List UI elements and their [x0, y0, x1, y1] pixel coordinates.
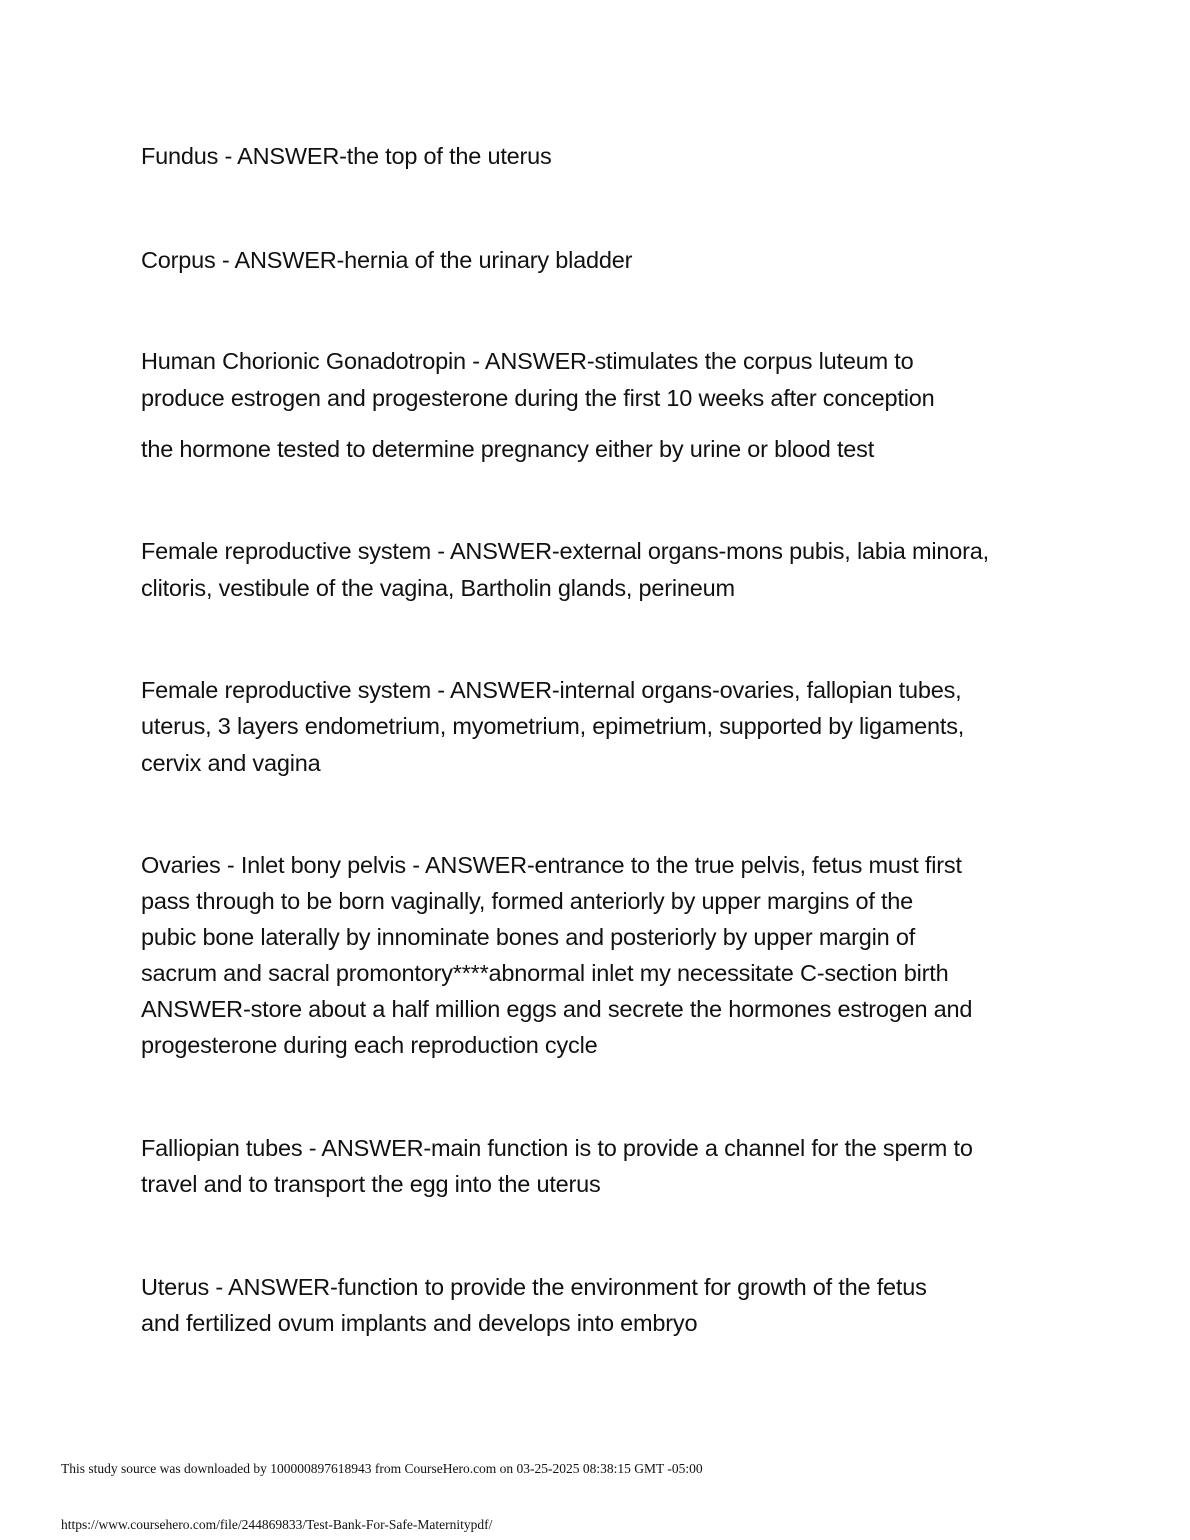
entry-ovaries-line-4: sacrum and sacral promontory****abnormal inlet my necessitate C-section birth [141, 960, 949, 986]
entry-ovaries-line-3: pubic bone laterally by innominate bones and posteriorly by upper margin of [141, 924, 916, 950]
entry-ovaries-line-2: pass through to be born vaginally, formed anteriorly by upper margins of the [141, 888, 914, 914]
entry-hcg-line-3: the hormone tested to determine pregnancy either by urine or blood test [141, 436, 875, 462]
footer-download-notice: This study source was downloaded by 100000897618943 from CourseHero.com on 03-25-2025 08:38:15 GMT -05:00 [61, 1461, 703, 1476]
entry-fallopian-line-2: travel and to transport the egg into the uterus [141, 1171, 601, 1197]
entry-ovaries-line-1: Ovaries - Inlet bony pelvis - ANSWER-entrance to the true pelvis, fetus must first [141, 852, 962, 878]
entry-ovaries-line-5: ANSWER-store about a half million eggs and secrete the hormones estrogen and [141, 996, 973, 1022]
entry-female-external-line-2: clitoris, vestibule of the vagina, Bartholin glands, perineum [141, 575, 735, 601]
entry-female-external-line-1: Female reproductive system - ANSWER-external organs-mons pubis, labia minora, [141, 538, 989, 564]
entry-uterus-line-2: and fertilized ovum implants and develops into embryo [141, 1310, 698, 1336]
entry-fundus-line-1: Fundus - ANSWER-the top of the uterus [141, 143, 552, 169]
entry-ovaries-line-6: progesterone during each reproduction cycle [141, 1032, 598, 1058]
footer-source-url[interactable]: https://www.coursehero.com/file/244869833/Test-Bank-For-Safe-Maternitypdf/ [61, 1517, 493, 1532]
entry-hcg-line-1: Human Chorionic Gonadotropin - ANSWER-stimulates the corpus luteum to [141, 348, 914, 374]
entry-female-internal-line-2: uterus, 3 layers endometrium, myometrium, epimetrium, supported by ligaments, [141, 713, 965, 739]
entry-uterus-line-1: Uterus - ANSWER-function to provide the environment for growth of the fetus [141, 1274, 927, 1300]
entry-corpus-line-1: Corpus - ANSWER-hernia of the urinary bladder [141, 247, 633, 273]
entry-hcg-line-2: produce estrogen and progesterone during the first 10 weeks after conception [141, 385, 935, 411]
entry-fallopian-line-1: Falliopian tubes - ANSWER-main function is to provide a channel for the sperm to [141, 1135, 973, 1161]
entry-female-internal-line-1: Female reproductive system - ANSWER-internal organs-ovaries, fallopian tubes, [141, 677, 962, 703]
entry-female-internal-line-3: cervix and vagina [141, 750, 321, 776]
